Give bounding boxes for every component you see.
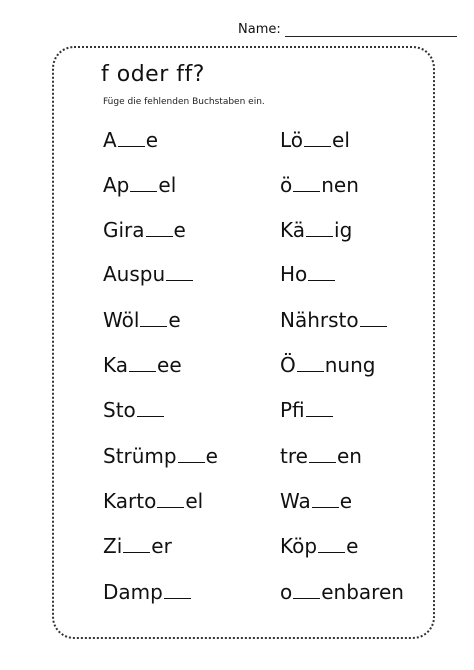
word-before: Pfi [280,398,305,422]
blank-line[interactable] [312,491,339,508]
word-item [103,489,203,513]
blank-line[interactable] [118,130,145,147]
word-item [280,534,358,558]
word-before: Kä [280,218,306,242]
word-before: Ö [280,353,296,377]
word-before: Lö [280,128,304,152]
word-after: e [168,308,181,332]
word-before: Wöl [103,308,140,332]
word-item [103,353,182,377]
word-after: el [185,489,204,513]
word-item [103,308,181,332]
blank-line[interactable] [146,220,173,237]
worksheet-instruction: Füge die fehlenden Buchstaben ein. [103,97,265,107]
word-item [103,580,192,604]
worksheet-title: f oder ff? [101,62,205,87]
word-item [280,308,388,332]
blank-line[interactable] [129,355,156,372]
word-before: Nährsto [280,308,359,332]
word-before: Damp [103,580,163,604]
name-label: Name: [238,22,281,37]
word-after: e [339,489,353,513]
blank-line[interactable] [306,220,333,237]
blank-line[interactable] [308,264,335,281]
blank-line[interactable] [293,175,320,192]
name-field [238,22,457,37]
word-before: A [103,128,117,152]
blank-line[interactable] [130,175,157,192]
word-after: en [336,444,362,468]
word-after: er [151,534,172,558]
blank-line[interactable] [166,264,193,281]
blank-line[interactable] [293,582,320,599]
word-item [280,353,375,377]
word-before: Zi [103,534,123,558]
word-before: Sto [103,398,136,422]
word-item [280,398,334,422]
word-before: Ap [103,173,130,197]
blank-line[interactable] [178,446,205,463]
blank-line[interactable] [309,446,336,463]
word-before: tre [280,444,308,468]
word-before: Strümp [103,444,177,468]
word-after: e [346,534,359,558]
word-after: nen [321,173,359,197]
word-item [280,173,359,197]
word-item [103,444,218,468]
word-after: el [158,173,177,197]
blank-line[interactable] [297,355,324,372]
word-before: o [280,580,293,604]
word-item [103,128,158,152]
blank-line[interactable] [304,130,331,147]
word-item [103,398,165,422]
word-before: Köp [280,534,318,558]
word-before: Ka [103,353,129,377]
word-before: Wa [280,489,311,513]
word-item [103,262,194,286]
word-item [103,173,176,197]
blank-line[interactable] [306,400,333,417]
word-item [280,218,352,242]
word-item [103,534,172,558]
blank-line[interactable] [318,536,345,553]
blank-line[interactable] [157,491,184,508]
blank-line[interactable] [123,536,150,553]
word-item [280,444,362,468]
blank-line[interactable] [137,400,164,417]
word-item [280,262,336,286]
word-after: ee [157,353,182,377]
word-before: Ho [280,262,308,286]
word-after: nung [324,353,376,377]
word-item [280,580,404,604]
word-item [103,218,186,242]
word-before: Gira [103,218,145,242]
word-before: Karto [103,489,157,513]
blank-line[interactable] [164,582,191,599]
blank-line[interactable] [360,310,387,327]
blank-line[interactable] [140,310,167,327]
word-after: enbaren [321,580,404,604]
word-after: e [145,128,158,152]
word-before: Auspu [103,262,166,286]
word-after: e [173,218,186,242]
word-after: ig [334,218,353,242]
word-after: el [332,128,350,152]
word-after: e [205,444,218,468]
name-line [285,22,457,37]
word-before: ö [280,173,293,197]
word-item [280,128,350,152]
word-item [280,489,352,513]
